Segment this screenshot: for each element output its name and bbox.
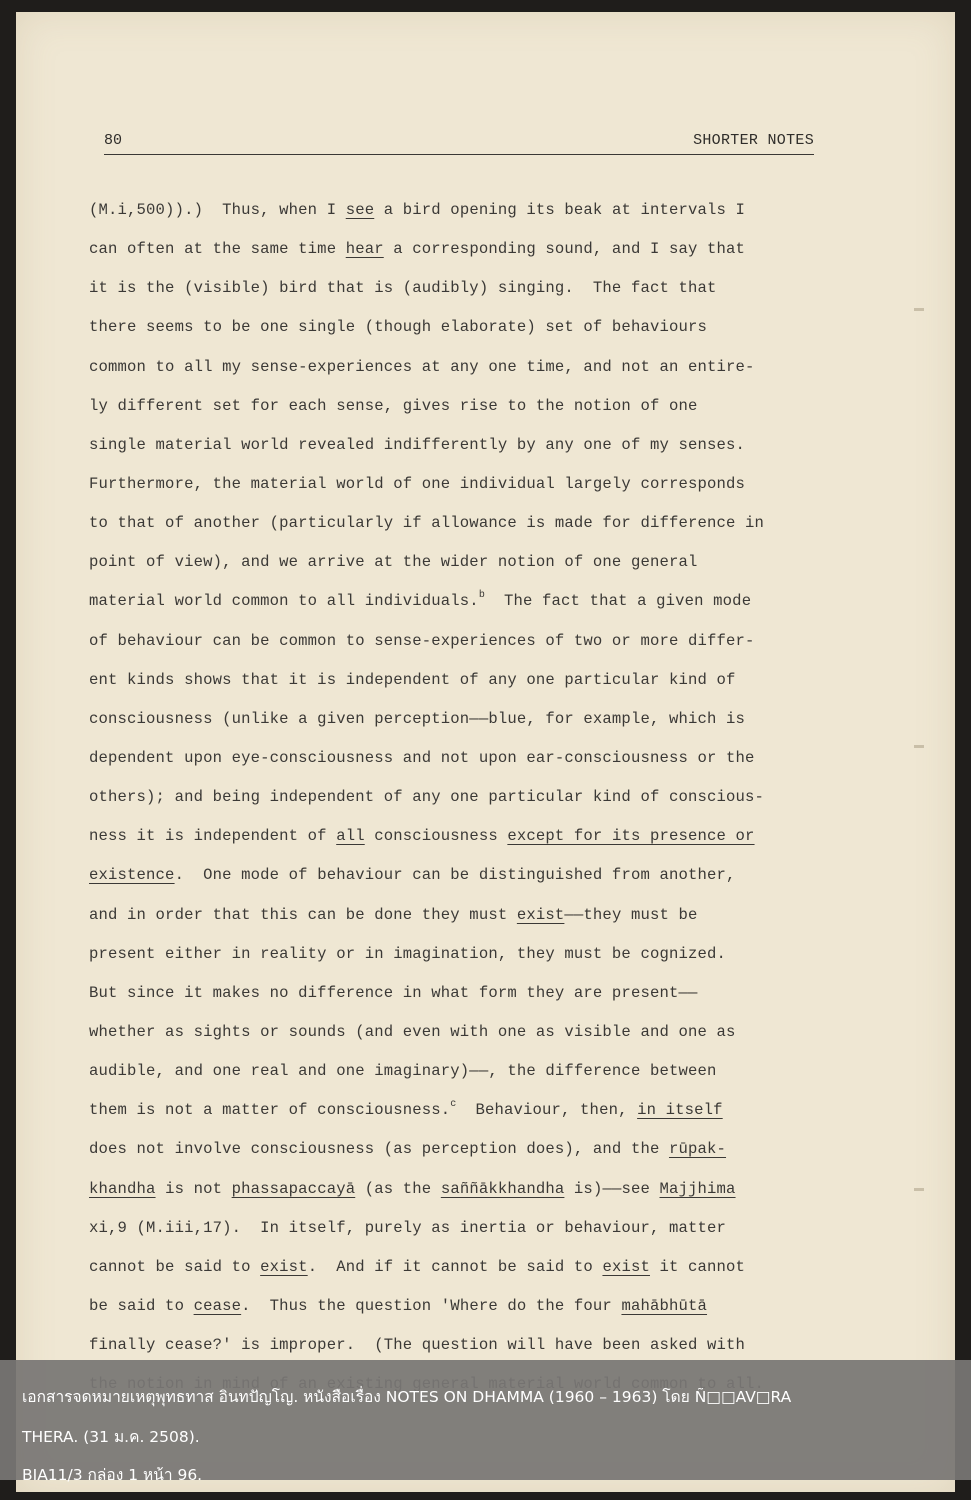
text-run: ent kinds shows that it is independent of any one particular kind of <box>89 670 736 689</box>
text-run: point of view), and we arrive at the wider notion of one general <box>89 553 698 572</box>
underlined-text: see <box>345 201 375 219</box>
text-line <box>89 703 804 742</box>
text-run: finally cease?' is improper. (The question will have been asked with <box>89 1336 746 1355</box>
text-run: a corresponding sound, and I say that <box>383 240 746 259</box>
text-run: consciousness (unlike a given perception——blue, for example, which is <box>89 709 746 728</box>
text-line <box>89 977 804 1016</box>
caption-line-2: THERA. (31 ม.ค. 2508). <box>22 1428 200 1446</box>
text-line <box>89 664 804 703</box>
text-line <box>89 585 804 624</box>
text-line <box>89 194 804 233</box>
archive-caption-bar <box>0 1360 971 1484</box>
page-number: 80 <box>104 132 123 149</box>
text-run: . One mode of behaviour can be distinguished from another, <box>174 866 736 885</box>
text-line <box>89 1016 804 1055</box>
text-line <box>89 233 804 272</box>
underlined-text: rūpak- <box>668 1140 727 1159</box>
text-line <box>89 507 804 546</box>
text-line <box>89 1173 804 1212</box>
text-run: xi,9 (M.iii,17). In itself, purely as inertia or behaviour, matter <box>89 1218 727 1237</box>
caption-line-3: BIA11/3 กล่อง 1 หน้า 96. <box>22 1466 203 1484</box>
typed-body-text <box>89 194 804 1407</box>
text-run: and in order that this can be done they must <box>89 905 517 924</box>
underlined-text: khandha <box>89 1179 156 1198</box>
underlined-text: exist <box>516 905 565 924</box>
text-line <box>89 859 804 898</box>
text-run: cannot be said to <box>89 1257 261 1276</box>
text-run: it cannot <box>649 1257 746 1276</box>
text-run: dependent upon eye-consciousness and not upon ear-consciousness or the <box>89 748 755 767</box>
footnote-marker: b <box>478 590 485 602</box>
text-line <box>89 820 804 859</box>
underlined-text: in itself <box>637 1101 723 1120</box>
text-run: (M.i,500)).) Thus, when I <box>89 201 346 219</box>
text-line <box>89 390 804 429</box>
text-line <box>89 1133 804 1172</box>
text-line <box>89 742 804 781</box>
underlined-text: hear <box>345 240 384 259</box>
text-line <box>89 272 804 311</box>
underlined-text: cease <box>193 1296 242 1315</box>
running-head: SHORTER NOTES <box>693 132 814 149</box>
caption-line-1: เอกสารจดหมายเหตุพุทธทาส อินทปัญโญ. หนังสือเรื่อง NOTES ON DHAMMA (1960 – 1963) โดย Ñ□□AV□RA <box>22 1388 792 1406</box>
underlined-text: Majjhima <box>659 1179 736 1198</box>
text-line <box>89 351 804 390</box>
text-line <box>89 429 804 468</box>
text-line <box>89 468 804 507</box>
text-run: is)——see <box>564 1179 660 1198</box>
text-line <box>89 1212 804 1251</box>
paper-mark <box>914 1188 924 1191</box>
text-run: them is not a matter of consciousness. <box>89 1101 451 1120</box>
text-run: Behaviour, then, <box>456 1101 638 1120</box>
text-run: there seems to be one single (though elaborate) set of behaviours <box>89 318 708 337</box>
text-line <box>89 1290 804 1329</box>
text-run: audible, and one real and one imaginary)——, the difference between <box>89 1062 717 1081</box>
text-run: single material world revealed indifferently by any one of my senses. <box>89 435 746 454</box>
text-run: to that of another (particularly if allowance is made for difference in <box>89 514 765 533</box>
underlined-text: mahābhūtā <box>621 1296 708 1315</box>
text-run: . Thus the question 'Where do the four <box>241 1296 622 1315</box>
text-run: . And if it cannot be said to <box>307 1257 603 1276</box>
text-run: ly different set for each sense, gives rise to the notion of one <box>89 396 698 415</box>
underlined-text: phassapaccayā <box>231 1179 356 1198</box>
text-run: (as the <box>355 1179 441 1198</box>
text-run: whether as sights or sounds (and even with one as visible and one as <box>89 1022 736 1041</box>
text-run: a bird opening its beak at intervals I <box>374 201 746 219</box>
text-run: But since it makes no difference in what form they are present—— <box>89 983 698 1002</box>
text-run: material world common to all individuals. <box>89 592 479 611</box>
underlined-text: exist <box>260 1257 308 1276</box>
text-run: can often at the same time <box>89 240 346 259</box>
text-line <box>89 781 804 820</box>
underlined-text: existence <box>89 866 175 885</box>
text-line <box>89 1251 804 1290</box>
underlined-text: exist <box>602 1257 650 1276</box>
page-header <box>104 130 814 155</box>
text-run: common to all my sense-experiences at any one time, and not an entire- <box>89 357 755 376</box>
underlined-text: all <box>336 827 365 846</box>
text-run: ——they must be <box>564 905 698 924</box>
text-run: does not involve consciousness (as perception does), and the <box>89 1140 669 1159</box>
text-run: of behaviour can be common to sense-experiences of two or more differ- <box>89 631 755 650</box>
text-line <box>89 899 804 938</box>
text-run: consciousness <box>364 827 508 846</box>
text-run: is not <box>155 1179 232 1198</box>
paper-mark <box>914 745 924 748</box>
underlined-text: saññākkhandha <box>440 1179 565 1198</box>
text-line <box>89 546 804 585</box>
text-run: The fact that a given mode <box>484 592 752 611</box>
text-line <box>89 625 804 664</box>
text-run: it is the (visible) bird that is (audibly) singing. The fact that <box>89 279 717 298</box>
text-line <box>89 1094 804 1133</box>
text-run: Furthermore, the material world of one individual largely corresponds <box>89 474 746 493</box>
footnote-marker: c <box>450 1099 457 1111</box>
text-run: be said to <box>89 1296 194 1315</box>
text-line <box>89 311 804 350</box>
text-run: present either in reality or in imagination, they must be cognized. <box>89 944 727 963</box>
paper-mark <box>914 308 924 311</box>
text-line <box>89 938 804 977</box>
text-run: others); and being independent of any one particular kind of conscious- <box>89 788 765 807</box>
text-run: ness it is independent of <box>89 827 337 846</box>
underlined-text: except for its presence or <box>507 827 755 846</box>
text-line <box>89 1055 804 1094</box>
